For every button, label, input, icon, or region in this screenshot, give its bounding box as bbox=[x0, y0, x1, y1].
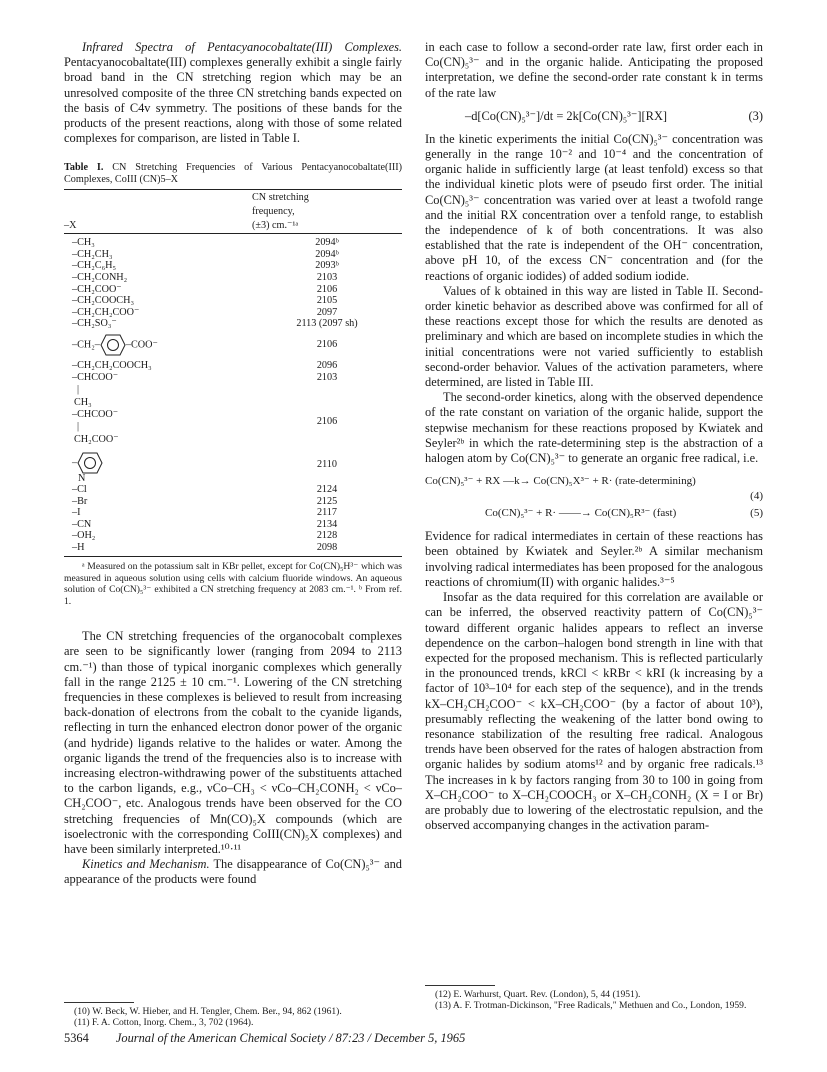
ligand-cell: –CH₂CH₂COO⁻ bbox=[72, 306, 140, 318]
freq-cell: 2117 bbox=[317, 507, 337, 519]
freq-cell: 2134 bbox=[316, 518, 338, 530]
equation-3-number: (3) bbox=[748, 108, 763, 123]
ligand-cell: –CN bbox=[72, 518, 92, 530]
reference-10: (10) W. Beck, W. Hieber, and H. Tengler, Chem. Ber., 94, 862 (1961). bbox=[74, 1006, 342, 1017]
ligand-cell: –CH₂COOCH₃ bbox=[72, 295, 135, 307]
col-header-freq-1: CN stretching bbox=[252, 190, 402, 206]
infrared-heading: Infrared Spectra of Pentacyanocobaltate(III) Complexes. bbox=[82, 40, 402, 54]
freq-cell: 2093ᵇ bbox=[315, 260, 339, 272]
table-2-paragraph: Values of k obtained in this way are listed in Table II. Second-order kinetic behavior as described above was confirmed for all of these reactions except those for which the results are denoted as preliminary and which are based on incomplete studies in which the initial concentrations were not varied sufficiently to establish second-order behavior. Values of the activation parameters, where determined, are listed in Table III. bbox=[425, 283, 763, 390]
kinetics-heading: Kinetics and Mechanism. bbox=[82, 857, 210, 872]
reference-13: (13) A. F. Trotman-Dickinson, "Free Radicals," Methuen and Co., London, 1959. bbox=[435, 1000, 747, 1012]
journal-citation: Journal of the American Chemical Society / 87:23 / December 5, 1965 bbox=[115, 1031, 466, 1045]
ligand-cell: –CH₃ bbox=[72, 237, 95, 249]
ligand-cell: –CH₂CH₂COOCH₃ bbox=[72, 359, 152, 371]
references-left bbox=[64, 1006, 402, 1029]
footnote-rule-right bbox=[425, 985, 495, 986]
ligand-cell: –CH₂CONH₂ bbox=[72, 271, 128, 283]
freq-cell: 2096 bbox=[316, 359, 338, 371]
cn-frequency-table bbox=[64, 189, 402, 557]
freq-cell: 2094ᵇ bbox=[315, 237, 339, 249]
pyridine-ring-icon bbox=[77, 452, 103, 474]
page-number: 5364 bbox=[64, 1031, 89, 1045]
reference-12: (12) E. Warhurst, Quart. Rev. (London), 5, 44 (1951). bbox=[435, 989, 641, 1000]
col-header-freq-3: (±3) cm.⁻¹ᵃ bbox=[252, 218, 402, 234]
ligand-cell-benzoate bbox=[64, 330, 252, 360]
ligand-cell: –CH₂COO⁻ bbox=[72, 283, 122, 295]
ligand-cell: –H bbox=[64, 542, 252, 557]
footnote-rule-left bbox=[64, 1002, 134, 1003]
ligand-branch: CH₂COO⁻ bbox=[74, 434, 119, 446]
table-1-label: Table I. bbox=[64, 162, 104, 174]
kinetics-body: The disappearance of Co(CN)₅³⁻ and appearance of the products were found bbox=[64, 857, 403, 887]
reference-11: (11) F. A. Cotton, Inorg. Chem., 3, 702 (1964). bbox=[74, 1017, 254, 1029]
col-header-ligand: –X bbox=[64, 218, 252, 234]
kinetic-experiments-paragraph: In the kinetic experiments the initial Co(CN)₅³⁻ concentration was generally in the range 10⁻² and 10⁻⁴ and the concentration of organic halide in sufficiently large (at least tenfold) excess so that the individual kinetic plots were of pseudo first order. The initial Co(CN)₅³⁻ concentration was varied over at least a twofold range and the initial RX concentration over a tenfold range, to establish the independence of k of both concentrations. It was also established that the rate is independent of the OH⁻ concentration, above pH 10, of the excess CN⁻ concentration and (for the reactions of organic iodides) of added sodium iodide. bbox=[425, 131, 763, 283]
benzene-ring-icon bbox=[100, 334, 126, 356]
freq-cell: 2106 bbox=[316, 283, 338, 295]
equation-5-number: (5) bbox=[750, 507, 763, 520]
ligand-pyridyl-n: N bbox=[78, 472, 86, 484]
infrared-paragraph bbox=[64, 40, 402, 146]
ligand-cell-pyridyl bbox=[64, 446, 252, 484]
freq-cell: 2110 bbox=[317, 459, 337, 471]
ligand-line: –CHCOO⁻ bbox=[72, 408, 119, 420]
ligand-cell: –CH₂C₆H₅ bbox=[72, 260, 117, 272]
left-column bbox=[64, 40, 402, 888]
freq-cell: 2098 bbox=[252, 542, 402, 557]
freq-cell: 2094ᵇ bbox=[315, 248, 339, 260]
ligand-cell: –CH₂SO₃⁻ bbox=[72, 318, 117, 330]
infrared-body: Pentacyanocobaltate(III) complexes generally exhibit a single fairly broad band in the CN stretching region which may be an unresolved composite of the three CN stretching bands expected on the basis of C4v symmetry. The positions of these bands for the products of the present reactions, along with those of some related complexes for comparison, are listed in Table I. bbox=[64, 55, 402, 146]
table-1-caption: CN Stretching Frequencies of Various Pentacyanocobaltate(III) Complexes, CoIII (CN)5–X bbox=[64, 162, 403, 186]
col-header-freq-2: frequency, bbox=[252, 206, 295, 218]
table-1-title bbox=[64, 162, 402, 186]
freq-cell: 2128 bbox=[316, 530, 338, 542]
freq-cell: 2124 bbox=[316, 483, 338, 495]
equation-4 bbox=[425, 474, 763, 504]
ligand-branch: CH₃ bbox=[74, 397, 92, 409]
references-right bbox=[425, 989, 763, 1012]
kinetics-paragraph bbox=[64, 857, 402, 887]
equation-4-text: Co(CN)₅³⁻ + RX —k→ Co(CN)₅X³⁻ + R· (rate-determining) bbox=[425, 475, 696, 488]
freq-cell: 2106 bbox=[316, 339, 338, 351]
ligand-cell: –Cl bbox=[72, 483, 87, 495]
equation-3 bbox=[465, 109, 763, 124]
freq-cell: 2125 bbox=[316, 495, 338, 507]
freq-cell: 2103 bbox=[316, 271, 338, 283]
reactivity-paragraph: Insofar as the data required for this correlation are available or can be inferred, the observed reactivity pattern of Co(CN)₅³⁻ toward different organic halides appears to reflect an inverse dependence on the carbon–halogen bond strength in line with that expected for the proposed mechanism. This is reflected particularly in the pronounced trends, kRCl < kRBr < kRI (k increasing by a factor of 10³–10⁴ for each step of the sequence), and in the trends kX–CH₂CH₂COO⁻ < kX–CH₂COO⁻ (by a factor of about 10³), presumably reflecting the weakening of the latter bond owing to resonance stabilization of the resulting free radical. Analogous trends have been observed for the rates of halogen abstraction from organic halides by sodium atoms¹² and by organic free radicals.¹³ The increases in k by factors ranging from 30 to 100 in going from X–CH₂COO⁻ to X–CH₂COOCH₃ or X–CH₂CONH₂ (X = I or Br) are probably due to lowering of the electrostatic repulsion, and the observed accompanying changes in the activation param- bbox=[425, 590, 763, 833]
table-1-footnote: ᵃ Measured on the potassium salt in KBr pellet, except for Co(CN)₅H³⁻ which was measured in aqueous solution using cells with calcium fluoride windows. An aqueous solution of Co(CN)₅³⁻ exhibited a CN stretching frequency at 2083 cm.⁻¹. ᵇ From ref. 1. bbox=[64, 561, 402, 607]
ligand-cell-propionate bbox=[64, 372, 252, 409]
freq-cell: 2113 (2097 sh) bbox=[296, 318, 358, 330]
right-column bbox=[425, 40, 763, 833]
freq-cell: 2105 bbox=[316, 295, 338, 307]
mechanism-paragraph: The second-order kinetics, along with the observed dependence of the rate constant on variation of the organic halide, support the stepwise mechanism for these reactions proposed by Kwiatek and Seyler²ᵇ in which the rate-determining step is the abstraction of a halogen atom by Co(CN)₅³⁻ to generate an organic free radical, i.e. bbox=[425, 390, 763, 466]
ligand-bond: | bbox=[77, 421, 80, 433]
running-footer bbox=[64, 1031, 465, 1046]
ligand-benzoate-post: –COO⁻ bbox=[125, 339, 158, 351]
radical-evidence-paragraph: Evidence for radical intermediates in certain of these reactions has been obtained by Kwiatek and Seyler.²ᵇ A similar mechanism involving radical intermediates has been proposed for the analogous reactions of chromium(II) with organic halides.³⁻⁵ bbox=[425, 529, 763, 589]
ligand-benzoate-pre: –CH₂– bbox=[72, 339, 100, 351]
ligand-pyridyl-dash: – bbox=[72, 457, 78, 469]
equation-5-text: Co(CN)₅³⁻ + R· ——→ Co(CN)₅R³⁻ (fast) bbox=[485, 507, 677, 520]
freq-cell: 2103 bbox=[316, 371, 338, 383]
freq-cell: 2097 bbox=[316, 306, 338, 318]
ligand-cell-succinate bbox=[64, 409, 252, 446]
ligand-cell: –CH₂CH₃ bbox=[72, 248, 113, 260]
rate-law-paragraph: in each case to follow a second-order rate law, first order each in Co(CN)₅³⁻ and in the organic halide. Anticipating the proposed interpretation, we define the second-order rate constant k in terms of the rate law bbox=[425, 40, 763, 100]
ligand-line: –CHCOO⁻ bbox=[72, 371, 119, 383]
ligand-bond: | bbox=[77, 384, 80, 396]
equation-4-number: (4) bbox=[750, 490, 763, 503]
ligand-cell: –I bbox=[72, 507, 81, 519]
cn-frequencies-paragraph: The CN stretching frequencies of the organocobalt complexes are seen to be significantly lower (ranging from 2094 to 2113 cm.⁻¹) than those of typical inorganic complexes which generally fall in the range 2125 ± 10 cm.⁻¹. Lowering of the CN stretching frequencies in these complexes is believed to result from increasing back-donation of electrons from the cobalt to the cyanide ligands, reflecting in turn the enhanced electron donor power of the organic (and hydride) ligands relative to the halides or water. Among the organic ligands the trend of the frequencies also is to increase with increasing electron-withdrawing power of the substituents attached to the carbon ligands, e.g., νCo–CH₃ < νCo–CH₂CONH₂ < νCo–CH₂COO⁻, etc. Analogous trends have been observed for the CO stretching frequencies of Mn(CO)₅X compounds (which are isoelectronic with the corresponding CoIII(CN)₅X complexes) and have been similarly interpreted.¹⁰·¹¹ bbox=[64, 629, 402, 856]
ligand-cell: –OH₂ bbox=[72, 530, 96, 542]
ligand-cell: –Br bbox=[72, 495, 88, 507]
freq-cell: 2106 bbox=[316, 415, 338, 427]
equation-3-text: –d[Co(CN)₅³⁻]/dt = 2k[Co(CN)₅³⁻][RX] bbox=[465, 108, 668, 123]
equation-5 bbox=[485, 506, 763, 521]
